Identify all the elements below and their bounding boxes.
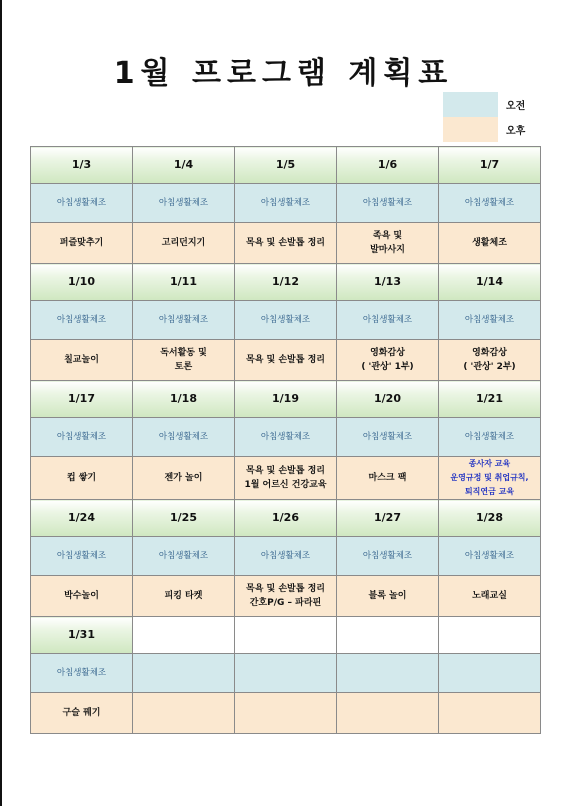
am-activity-cell: 아침생활체조 bbox=[235, 537, 337, 576]
am-activity-cell: 아침생활체조 bbox=[235, 184, 337, 223]
am-activity-cell: 아침생활체조 bbox=[31, 184, 133, 223]
date-cell: 1/27 bbox=[337, 500, 439, 537]
pm-activity-cell: 족욕 및 발마사지 bbox=[337, 223, 439, 264]
am-activity-cell: 아침생활체조 bbox=[337, 537, 439, 576]
pm-activity-cell: 구슬 꿰기 bbox=[31, 693, 133, 734]
page-title: 1월 프로그램 계획표 bbox=[113, 56, 454, 91]
am-activity-cell: 아침생활체조 bbox=[337, 184, 439, 223]
date-cell: 1/4 bbox=[133, 147, 235, 184]
pm-activity-cell: 목욕 및 손발톱 정리 bbox=[235, 340, 337, 381]
pm-activity-cell: 칠교놀이 bbox=[31, 340, 133, 381]
date-cell: 1/24 bbox=[31, 500, 133, 537]
pm-activity-cell: 독서활동 및 토론 bbox=[133, 340, 235, 381]
am-activity-cell: 아침생활체조 bbox=[31, 654, 133, 693]
date-cell bbox=[133, 617, 235, 654]
week-2-dates-row bbox=[31, 264, 541, 301]
pm-activity-cell bbox=[439, 693, 541, 734]
pm-activity-cell: 마스크 팩 bbox=[337, 457, 439, 500]
date-cell bbox=[337, 617, 439, 654]
pm-activity-cell: 영화감상 ( '관상' 1부) bbox=[337, 340, 439, 381]
pm-activity-cell: 젠가 놀이 bbox=[133, 457, 235, 500]
date-cell: 1/26 bbox=[235, 500, 337, 537]
date-cell: 1/11 bbox=[133, 264, 235, 301]
pm-activity-cell bbox=[133, 693, 235, 734]
week-1-pm-row bbox=[31, 223, 541, 264]
date-cell: 1/19 bbox=[235, 381, 337, 418]
date-cell: 1/10 bbox=[31, 264, 133, 301]
week-5-am-row bbox=[31, 654, 541, 693]
pm-activity-cell: 피킹 타켓 bbox=[133, 576, 235, 617]
date-cell: 1/5 bbox=[235, 147, 337, 184]
am-activity-cell: 아침생활체조 bbox=[337, 301, 439, 340]
date-cell: 1/31 bbox=[31, 617, 133, 654]
am-activity-cell: 아침생활체조 bbox=[439, 301, 541, 340]
legend-pm bbox=[443, 117, 543, 142]
week-1-am-row bbox=[31, 184, 541, 223]
week-2-am-row bbox=[31, 301, 541, 340]
legend-pm-swatch bbox=[443, 117, 498, 142]
pm-activity-cell: 목욕 및 손발톱 정리 간호P/G – 파라핀 bbox=[235, 576, 337, 617]
date-cell: 1/28 bbox=[439, 500, 541, 537]
am-activity-cell bbox=[133, 654, 235, 693]
am-activity-cell: 아침생활체조 bbox=[133, 537, 235, 576]
am-activity-cell: 아침생활체조 bbox=[439, 184, 541, 223]
am-activity-cell: 아침생활체조 bbox=[31, 301, 133, 340]
am-activity-cell: 아침생활체조 bbox=[133, 418, 235, 457]
pm-activity-cell: 생활체조 bbox=[439, 223, 541, 264]
pm-activity-cell: 영화감상 ( '관상' 2부) bbox=[439, 340, 541, 381]
date-cell: 1/18 bbox=[133, 381, 235, 418]
date-cell: 1/6 bbox=[337, 147, 439, 184]
week-4-am-row bbox=[31, 537, 541, 576]
pm-activity-cell: 종사자 교육 운영규정 및 취업규칙, 퇴직연금 교육 bbox=[439, 457, 541, 500]
am-activity-cell: 아침생활체조 bbox=[235, 301, 337, 340]
pm-activity-cell: 노래교실 bbox=[439, 576, 541, 617]
am-activity-cell: 아침생활체조 bbox=[337, 418, 439, 457]
date-cell: 1/21 bbox=[439, 381, 541, 418]
date-cell: 1/13 bbox=[337, 264, 439, 301]
legend-am-label: 오전 bbox=[506, 101, 526, 112]
week-3-dates-row bbox=[31, 381, 541, 418]
date-cell: 1/17 bbox=[31, 381, 133, 418]
pm-activity-cell: 퍼즐맞추기 bbox=[31, 223, 133, 264]
schedule-table bbox=[30, 146, 541, 734]
date-cell: 1/20 bbox=[337, 381, 439, 418]
week-1-dates-row bbox=[31, 147, 541, 184]
am-activity-cell: 아침생활체조 bbox=[439, 418, 541, 457]
week-5-dates-row bbox=[31, 617, 541, 654]
am-activity-cell: 아침생활체조 bbox=[133, 184, 235, 223]
legend bbox=[443, 92, 543, 142]
date-cell: 1/25 bbox=[133, 500, 235, 537]
pm-activity-cell: 목욕 및 손발톱 정리 bbox=[235, 223, 337, 264]
week-4-dates-row bbox=[31, 500, 541, 537]
pm-activity-cell: 목욕 및 손발톱 정리 1월 어르신 건강교육 bbox=[235, 457, 337, 500]
date-cell: 1/3 bbox=[31, 147, 133, 184]
date-cell: 1/14 bbox=[439, 264, 541, 301]
date-cell: 1/7 bbox=[439, 147, 541, 184]
week-2-pm-row bbox=[31, 340, 541, 381]
date-cell bbox=[439, 617, 541, 654]
am-activity-cell: 아침생활체조 bbox=[235, 418, 337, 457]
am-activity-cell bbox=[439, 654, 541, 693]
week-3-pm-row bbox=[31, 457, 541, 500]
am-activity-cell: 아침생활체조 bbox=[31, 418, 133, 457]
am-activity-cell bbox=[235, 654, 337, 693]
am-activity-cell: 아침생활체조 bbox=[439, 537, 541, 576]
week-3-am-row bbox=[31, 418, 541, 457]
date-cell: 1/12 bbox=[235, 264, 337, 301]
page-left-border bbox=[0, 0, 2, 806]
pm-activity-cell bbox=[235, 693, 337, 734]
date-cell bbox=[235, 617, 337, 654]
week-5-pm-row bbox=[31, 693, 541, 734]
week-4-pm-row bbox=[31, 576, 541, 617]
legend-am-swatch bbox=[443, 92, 498, 117]
pm-activity-cell: 박수놀이 bbox=[31, 576, 133, 617]
am-activity-cell: 아침생활체조 bbox=[31, 537, 133, 576]
pm-activity-cell: 블록 놀이 bbox=[337, 576, 439, 617]
am-activity-cell: 아침생활체조 bbox=[133, 301, 235, 340]
legend-am bbox=[443, 92, 543, 117]
pm-activity-cell bbox=[337, 693, 439, 734]
pm-activity-cell: 고리던지기 bbox=[133, 223, 235, 264]
pm-activity-cell: 컵 쌓기 bbox=[31, 457, 133, 500]
legend-pm-label: 오후 bbox=[506, 126, 526, 137]
am-activity-cell bbox=[337, 654, 439, 693]
